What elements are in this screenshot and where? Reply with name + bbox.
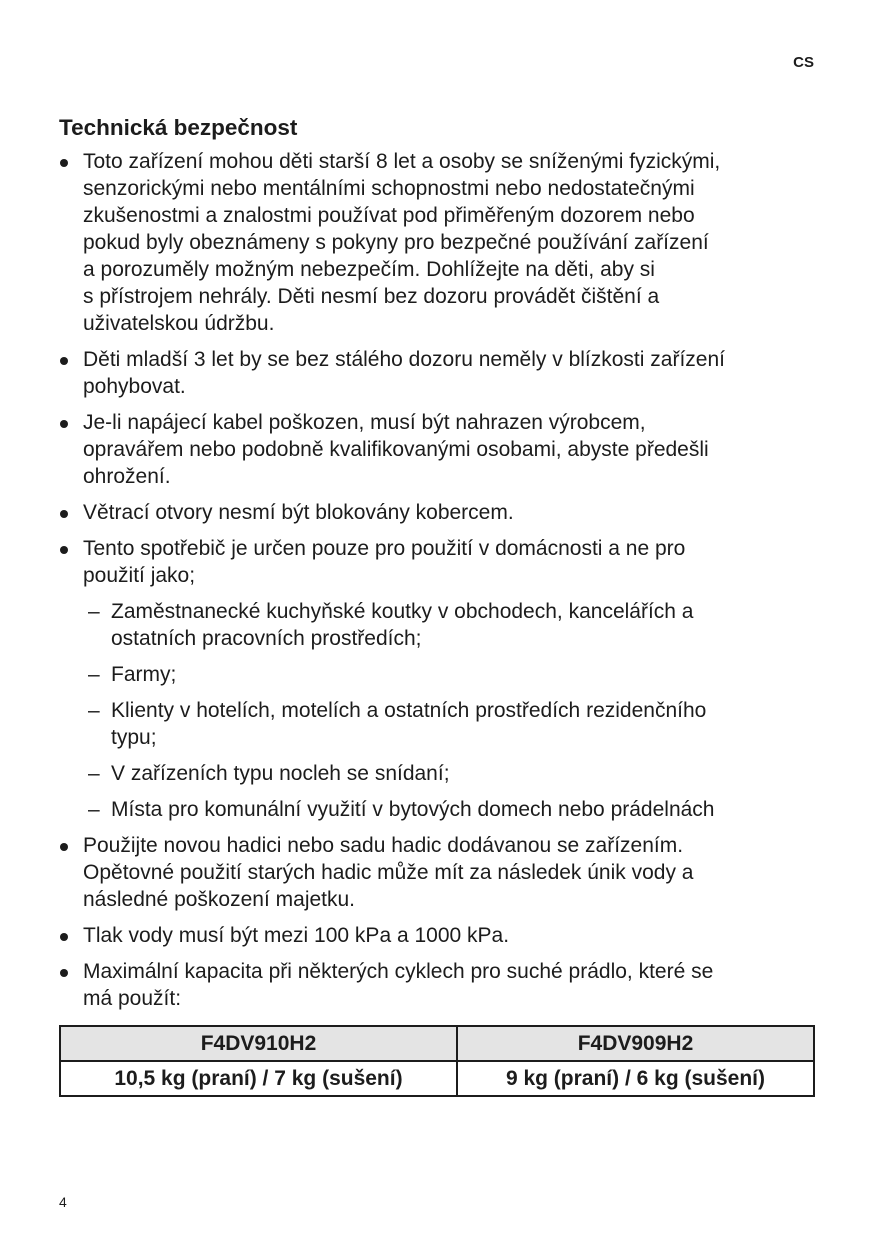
bullet-icon bbox=[60, 969, 68, 977]
list-item bbox=[59, 832, 819, 913]
text-line: Děti mladší 3 let by se bez stálého dozoru neměly v blízkosti zařízení bbox=[83, 348, 725, 371]
list-item bbox=[59, 535, 819, 823]
text-line: s přístrojem nehrály. Děti nesmí bez dozoru provádět čištění a bbox=[83, 285, 660, 308]
text-line: V zařízeních typu nocleh se snídaní; bbox=[111, 762, 450, 785]
table-header-row bbox=[60, 1026, 814, 1061]
text-line: pokud byly obeznámeny s pokyny pro bezpečné používání zařízení bbox=[83, 231, 709, 254]
list-item bbox=[59, 346, 819, 400]
list-item bbox=[59, 922, 819, 949]
text-line: Farmy; bbox=[111, 663, 177, 686]
capacity-table bbox=[59, 1025, 815, 1097]
text-line: Maximální kapacita při některých cyklech pro suché prádlo, které se bbox=[83, 960, 714, 983]
sub-list-item bbox=[83, 796, 819, 823]
dash-icon: – bbox=[88, 663, 100, 686]
bullet-icon bbox=[60, 843, 68, 851]
bullet-icon bbox=[60, 159, 68, 167]
text-line: pohybovat. bbox=[83, 375, 186, 398]
text-line: Zaměstnanecké kuchyňské koutky v obchodech, kancelářích a bbox=[111, 600, 694, 623]
text-line: Použijte novou hadici nebo sadu hadic dodávanou se zařízením. bbox=[83, 834, 684, 857]
sub-list-item bbox=[83, 697, 819, 751]
text-line: uživatelskou údržbu. bbox=[83, 312, 275, 335]
bullet-icon bbox=[60, 546, 68, 554]
sub-list-item bbox=[83, 598, 819, 652]
table-cell: 10,5 kg (praní) / 7 kg (sušení) bbox=[60, 1061, 457, 1096]
text-line: Opětovné použití starých hadic může mít za následek únik vody a bbox=[83, 861, 694, 884]
table-header-cell: F4DV910H2 bbox=[60, 1026, 457, 1061]
text-line: a porozuměly možným nebezpečím. Dohlížejte na děti, aby si bbox=[83, 258, 655, 281]
text-line: Místa pro komunální využití v bytových domech nebo prádelnách bbox=[111, 798, 715, 821]
section-title: Technická bezpečnost bbox=[59, 115, 298, 140]
bullet-icon bbox=[60, 357, 68, 365]
text-line: použití jako; bbox=[83, 564, 196, 587]
text-line: Klienty v hotelích, motelích a ostatních prostředích rezidenčního bbox=[111, 699, 707, 722]
technical-safety-section bbox=[59, 114, 819, 1021]
text-line: zkušenostmi a znalostmi používat pod přiměřeným dozorem nebo bbox=[83, 204, 695, 227]
list-item bbox=[59, 499, 819, 526]
table-cell: 9 kg (praní) / 6 kg (sušení) bbox=[457, 1061, 814, 1096]
dash-icon: – bbox=[88, 699, 100, 722]
bullet-icon bbox=[60, 933, 68, 941]
list-item bbox=[59, 148, 819, 337]
text-line: následné poškození majetku. bbox=[83, 888, 356, 911]
text-line: Tlak vody musí být mezi 100 kPa a 1000 kPa. bbox=[83, 924, 510, 947]
text-line: typu; bbox=[111, 726, 157, 749]
table-header-cell: F4DV909H2 bbox=[457, 1026, 814, 1061]
text-line: Toto zařízení mohou děti starší 8 let a osoby se sníženými fyzickými, bbox=[83, 150, 721, 173]
sub-list bbox=[83, 598, 819, 823]
text-line: opravářem nebo podobně kvalifikovanými osobami, abyste předešli bbox=[83, 438, 709, 461]
list-item bbox=[59, 958, 819, 1012]
table-row bbox=[60, 1061, 814, 1096]
language-code: CS bbox=[793, 54, 814, 71]
sub-list-item bbox=[83, 661, 819, 688]
text-line: Tento spotřebič je určen pouze pro použití v domácnosti a ne pro bbox=[83, 537, 686, 560]
sub-list-item bbox=[83, 760, 819, 787]
bullet-icon bbox=[60, 420, 68, 428]
page-number: 4 bbox=[59, 1194, 67, 1210]
list-item bbox=[59, 409, 819, 490]
text-line: Je-li napájecí kabel poškozen, musí být nahrazen výrobcem, bbox=[83, 411, 646, 434]
dash-icon: – bbox=[88, 798, 100, 821]
bullet-icon bbox=[60, 510, 68, 518]
bullet-list bbox=[59, 148, 819, 1012]
text-line: ostatních pracovních prostředích; bbox=[111, 627, 422, 650]
text-line: má použít: bbox=[83, 987, 182, 1010]
text-line: senzorickými nebo mentálními schopnostmi nebo nedostatečnými bbox=[83, 177, 695, 200]
text-line: ohrožení. bbox=[83, 465, 171, 488]
text-line: Větrací otvory nesmí být blokovány kobercem. bbox=[83, 501, 514, 524]
dash-icon: – bbox=[88, 762, 100, 785]
dash-icon: – bbox=[88, 600, 100, 623]
